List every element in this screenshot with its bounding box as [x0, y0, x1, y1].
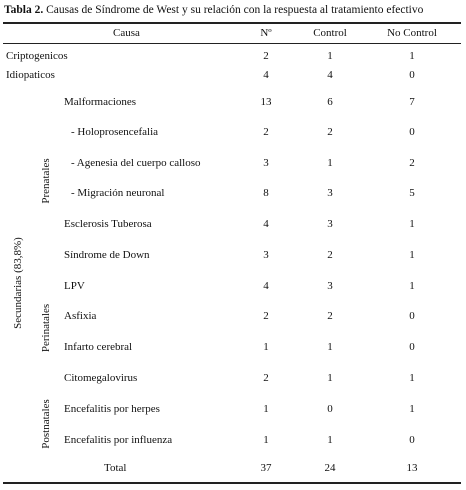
row-n: 4 [263, 218, 269, 230]
row-no-control: 2 [409, 157, 415, 169]
row-no-control: 0 [409, 434, 415, 446]
row-no-control: 5 [409, 187, 415, 199]
row-n: 2 [263, 310, 269, 322]
caption-label: Tabla 2. [4, 4, 44, 16]
row-control: 3 [327, 187, 333, 199]
group-label-perinatales: Perinatales [40, 303, 52, 353]
row-causa: Criptogenicos [6, 50, 68, 62]
row-n: 13 [260, 96, 272, 108]
total-no-control: 13 [406, 462, 418, 474]
row-causa: Asfixia [64, 310, 97, 322]
header-causa: Causa [113, 27, 140, 39]
row-no-control: 0 [409, 69, 415, 81]
row-no-control: 0 [409, 126, 415, 138]
row-causa: Citomegalovirus [64, 372, 138, 384]
total-label: Total [104, 462, 127, 474]
header-control: Control [313, 27, 347, 39]
row-causa: Malformaciones [64, 96, 137, 108]
row-control: 3 [327, 280, 333, 292]
row-n: 4 [263, 69, 269, 81]
caption-text: Causas de Síndrome de West y su relación con la respuesta al tratamiento efectivo [46, 4, 424, 16]
group-label-secundarias: Secundarias (83,8%) [12, 237, 24, 329]
row-n: 2 [263, 372, 269, 384]
bottom-rule [3, 482, 461, 484]
row-n: 1 [263, 434, 269, 446]
row-no-control: 1 [409, 249, 415, 261]
group-label-postnatales: Postnatales [40, 399, 52, 449]
row-n: 2 [263, 50, 269, 62]
top-rule [3, 22, 461, 24]
row-n: 8 [263, 187, 269, 199]
row-n: 3 [263, 249, 269, 261]
row-no-control: 1 [409, 372, 415, 384]
row-causa: Idiopaticos [6, 69, 55, 81]
row-control: 3 [327, 218, 333, 230]
row-causa: - Agenesia del cuerpo calloso [71, 157, 201, 169]
row-no-control: 1 [409, 403, 415, 415]
total-n: 37 [260, 462, 272, 474]
header-no-control: No Control [387, 27, 437, 39]
row-no-control: 1 [409, 50, 415, 62]
row-causa: LPV [64, 280, 85, 292]
row-no-control: 0 [409, 310, 415, 322]
group-label-prenatales: Prenatales [40, 158, 52, 204]
row-control: 0 [327, 403, 333, 415]
table-caption [4, 4, 423, 16]
header-rule [3, 43, 461, 44]
row-no-control: 0 [409, 341, 415, 353]
row-control: 1 [327, 434, 333, 446]
row-control: 2 [327, 249, 333, 261]
row-causa: Síndrome de Down [64, 249, 150, 261]
row-control: 6 [327, 96, 333, 108]
row-n: 2 [263, 126, 269, 138]
row-causa: Infarto cerebral [64, 341, 133, 353]
row-causa: Esclerosis Tuberosa [64, 218, 152, 230]
row-n: 1 [263, 403, 269, 415]
row-n: 1 [263, 341, 269, 353]
row-n: 3 [263, 157, 269, 169]
total-control: 24 [324, 462, 336, 474]
row-causa: - Holoprosencefalia [71, 126, 159, 138]
row-control: 4 [327, 69, 333, 81]
row-causa: - Migración neuronal [71, 187, 165, 199]
row-n: 4 [263, 280, 269, 292]
row-causa: Encefalitis por herpes [64, 403, 160, 415]
row-no-control: 1 [409, 218, 415, 230]
row-no-control: 1 [409, 280, 415, 292]
row-control: 2 [327, 310, 333, 322]
row-causa: Encefalitis por influenza [64, 434, 173, 446]
row-control: 1 [327, 50, 333, 62]
row-control: 1 [327, 157, 333, 169]
row-no-control: 7 [409, 96, 415, 108]
row-control: 1 [327, 341, 333, 353]
row-control: 1 [327, 372, 333, 384]
row-control: 2 [327, 126, 333, 138]
header-n: Nº [260, 27, 272, 39]
